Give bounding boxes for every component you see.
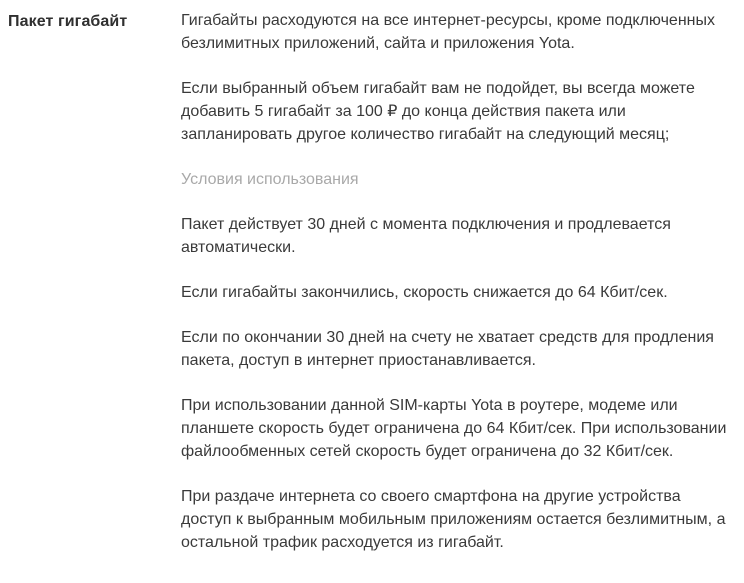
terms-paragraph-3: Если по окончании 30 дней на счету не хватает средств для продления пакета, доступ в интернет приостанавливается. — [181, 329, 714, 369]
terms-paragraph-4: При использовании данной SIM-карты Yota в роутере, модеме или планшете скорость будет ограничена до 64 Кбит/сек. При использовании файлообменных сетей скорость будет ограничена до 32 Кбит/сек. — [181, 397, 727, 460]
terms-paragraph-2: Если гигабайты закончились, скорость снижается до 64 Кбит/сек. — [181, 284, 668, 301]
description-column — [181, 0, 744, 576]
terms-paragraph-5: При раздаче интернета со своего смартфона на другие устройства доступ к выбранным мобильным приложениям остается безлимитным, а остальной трафик расходуется из гигабайт. — [181, 488, 726, 551]
intro-paragraph-1: Гигабайты расходуются на все интернет-ресурсы, кроме подключенных безлимитных приложений, сайта и приложения Yota. — [181, 12, 715, 52]
terms-of-use-heading: Условия использования — [181, 171, 359, 188]
intro-paragraph-2: Если выбранный объем гигабайт вам не подойдет, вы всегда можете добавить 5 гигабайт за 100 ₽ до конца действия пакета или запланировать другое количество гигабайт на следующий месяц; — [181, 80, 695, 143]
term-label-column — [0, 0, 181, 33]
section-title: Пакет гигабайт — [8, 13, 128, 30]
terms-paragraph-1: Пакет действует 30 дней с момента подключения и продлевается автоматически. — [181, 216, 671, 256]
